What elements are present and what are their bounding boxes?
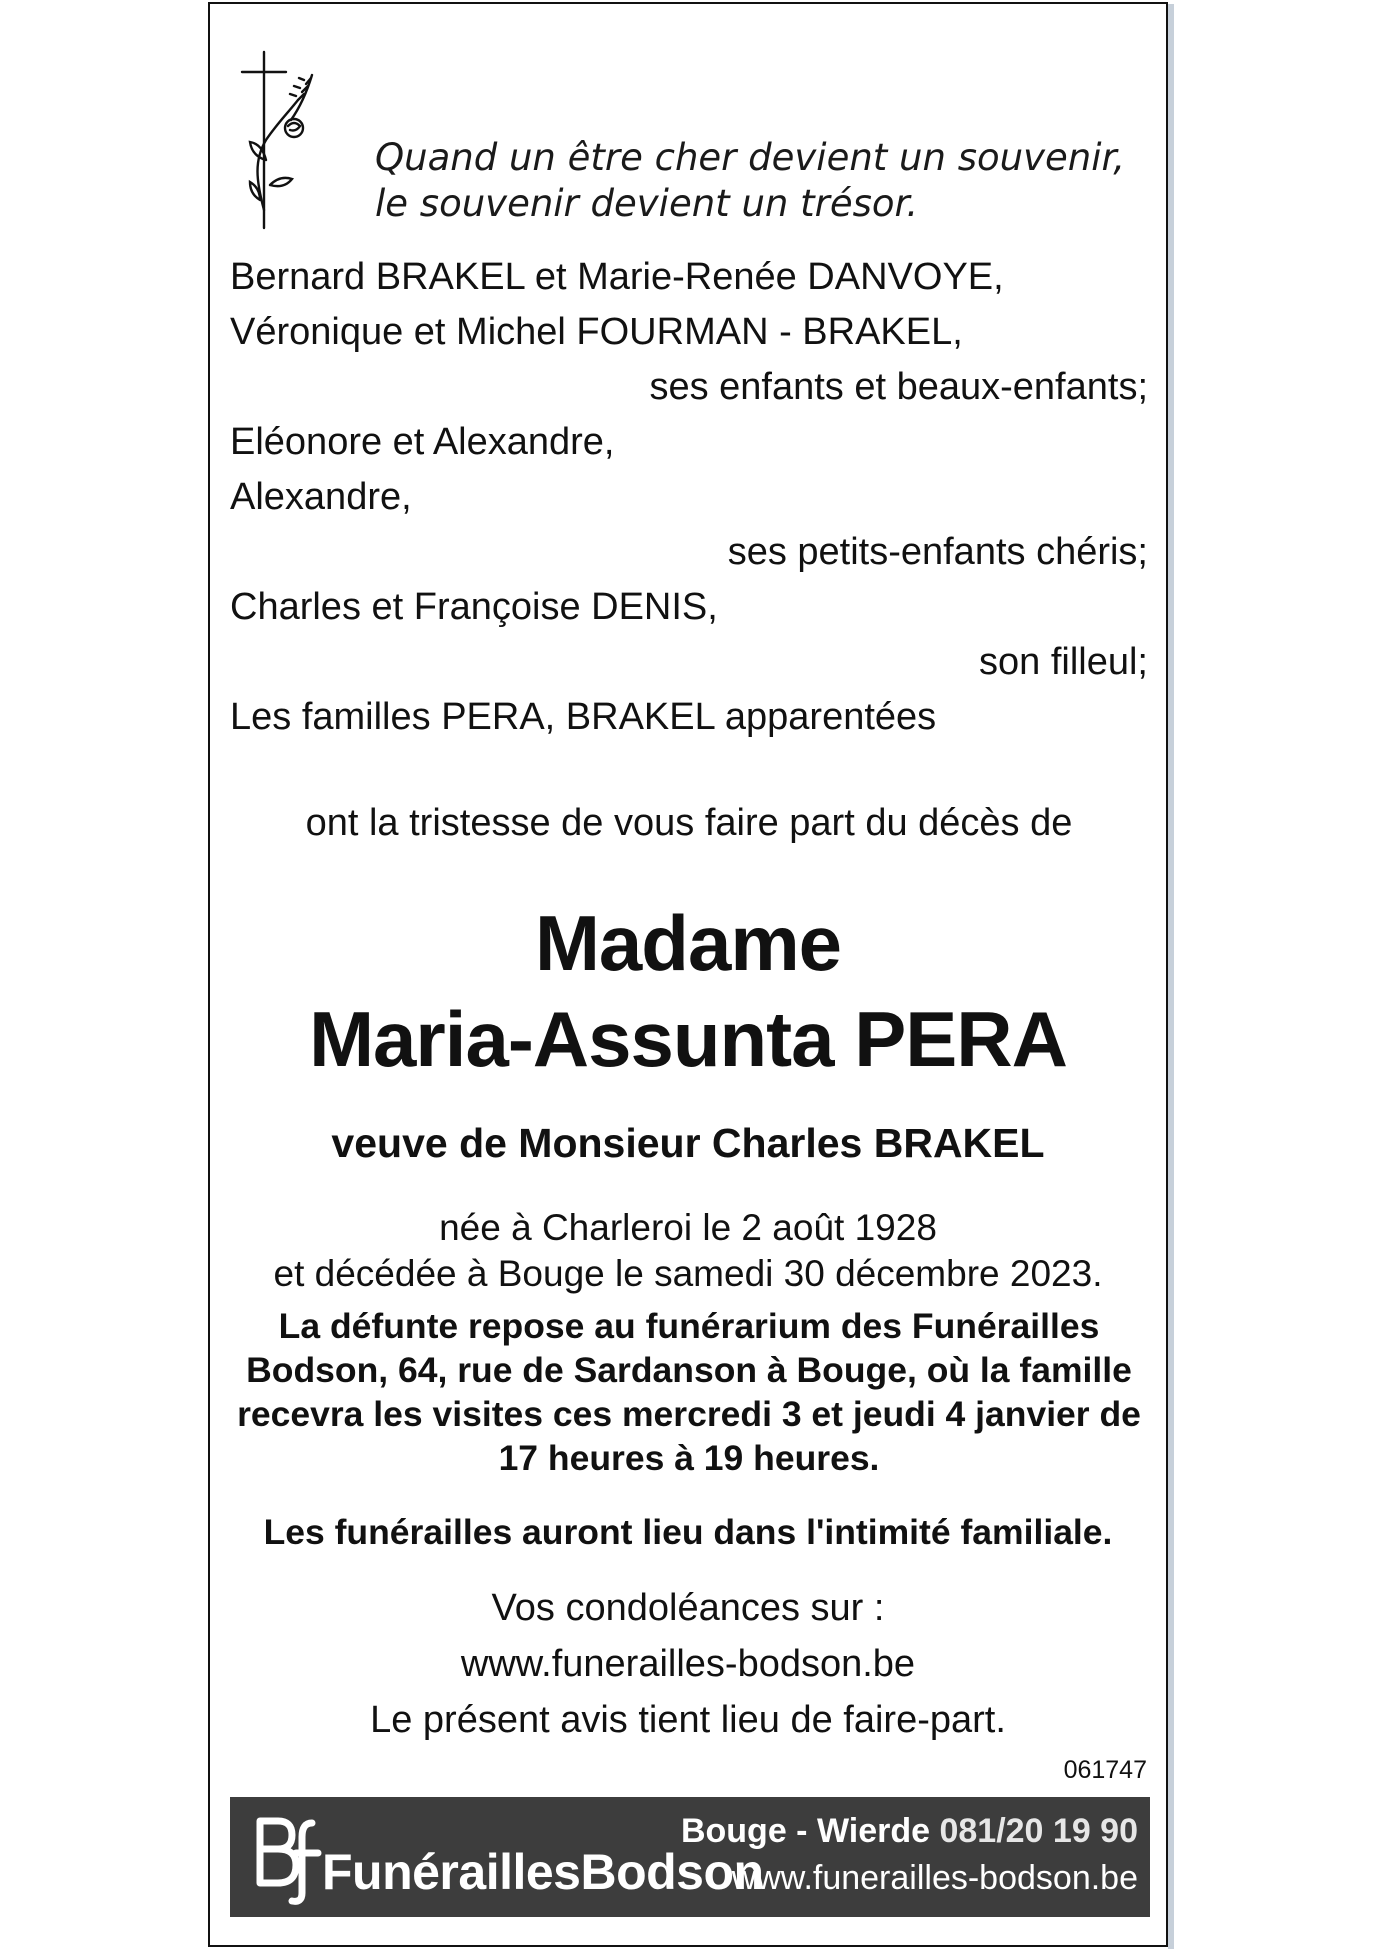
birth-line: née à Charleroi le 2 août 1928 [439, 1207, 937, 1248]
epitaph-line-2: le souvenir devient un trésor. [375, 182, 919, 225]
visitation-line-1: La défunte repose au funérarium des Funérailles [278, 1306, 1100, 1346]
children-line-2: Véronique et Michel FOURMAN - BRAKEL, [230, 311, 963, 353]
widow-of: veuve de Monsieur Charles BRAKEL [331, 1120, 1045, 1166]
visitation-line-4: 17 heures à 19 heures. [498, 1438, 880, 1478]
condolences [208, 1580, 1168, 1748]
grandchildren-role: ses petits-enfants chéris; [727, 531, 1148, 573]
children-role: ses enfants et beaux-enfants; [649, 366, 1148, 408]
godson-line: Charles et Françoise DENIS, [230, 586, 718, 628]
birth-death-dates [208, 1205, 1168, 1297]
funeral-home-brand: FunéraillesBodson [322, 1844, 764, 1900]
visitation-line-3: recevra les visites ces mercredi 3 et jeudi 4 janvier de [237, 1394, 1141, 1434]
funeral-home-location: Bouge - Wierde [680, 1812, 931, 1850]
contact-line [681, 1812, 1138, 1851]
faire-part-notice: Le présent avis tient lieu de faire-part. [370, 1699, 1006, 1741]
deceased-name-block [208, 895, 1168, 1087]
deceased-title: Madame [534, 899, 842, 987]
funeral-home-website[interactable]: www.funerailles-bodson.be [731, 1859, 1138, 1897]
bodson-logo-icon [250, 1813, 330, 1905]
condolences-label: Vos condoléances sur : [491, 1587, 885, 1629]
visitation-line-2: Bodson, 64, rue de Sardanson à Bouge, où la famille [246, 1350, 1132, 1390]
funeral-note: Les funérailles auront lieu dans l'intimité familiale. [263, 1512, 1113, 1552]
deceased-name: Maria-Assunta PERA [309, 995, 1067, 1083]
related-families: Les familles PERA, BRAKEL apparentées [230, 696, 937, 738]
page-shadow [1168, 4, 1174, 1949]
epitaph-line-1: Quand un être cher devient un souvenir, [375, 136, 1126, 179]
family-list [230, 250, 1148, 745]
notice-reference: 061747 [1063, 1756, 1147, 1784]
funeral-home-banner [230, 1797, 1150, 1917]
grandchildren-line-2: Alexandre, [230, 476, 412, 518]
children-line-1: Bernard BRAKEL et Marie-Renée DANVOYE, [230, 256, 1004, 298]
visitation-info [230, 1304, 1148, 1480]
funeral-home-phone: 081/20 19 90 [939, 1812, 1138, 1850]
condolences-url[interactable]: www.funerailles-bodson.be [460, 1643, 916, 1685]
cross-with-rose-icon [236, 50, 316, 230]
epitaph [375, 135, 1135, 227]
death-line: et décédée à Bouge le samedi 30 décembre 2023. [273, 1253, 1103, 1294]
announcement: ont la tristesse de vous faire part du décès de [305, 802, 1073, 844]
godson-role: son filleul; [979, 641, 1148, 683]
grandchildren-line-1: Eléonore et Alexandre, [230, 421, 615, 463]
